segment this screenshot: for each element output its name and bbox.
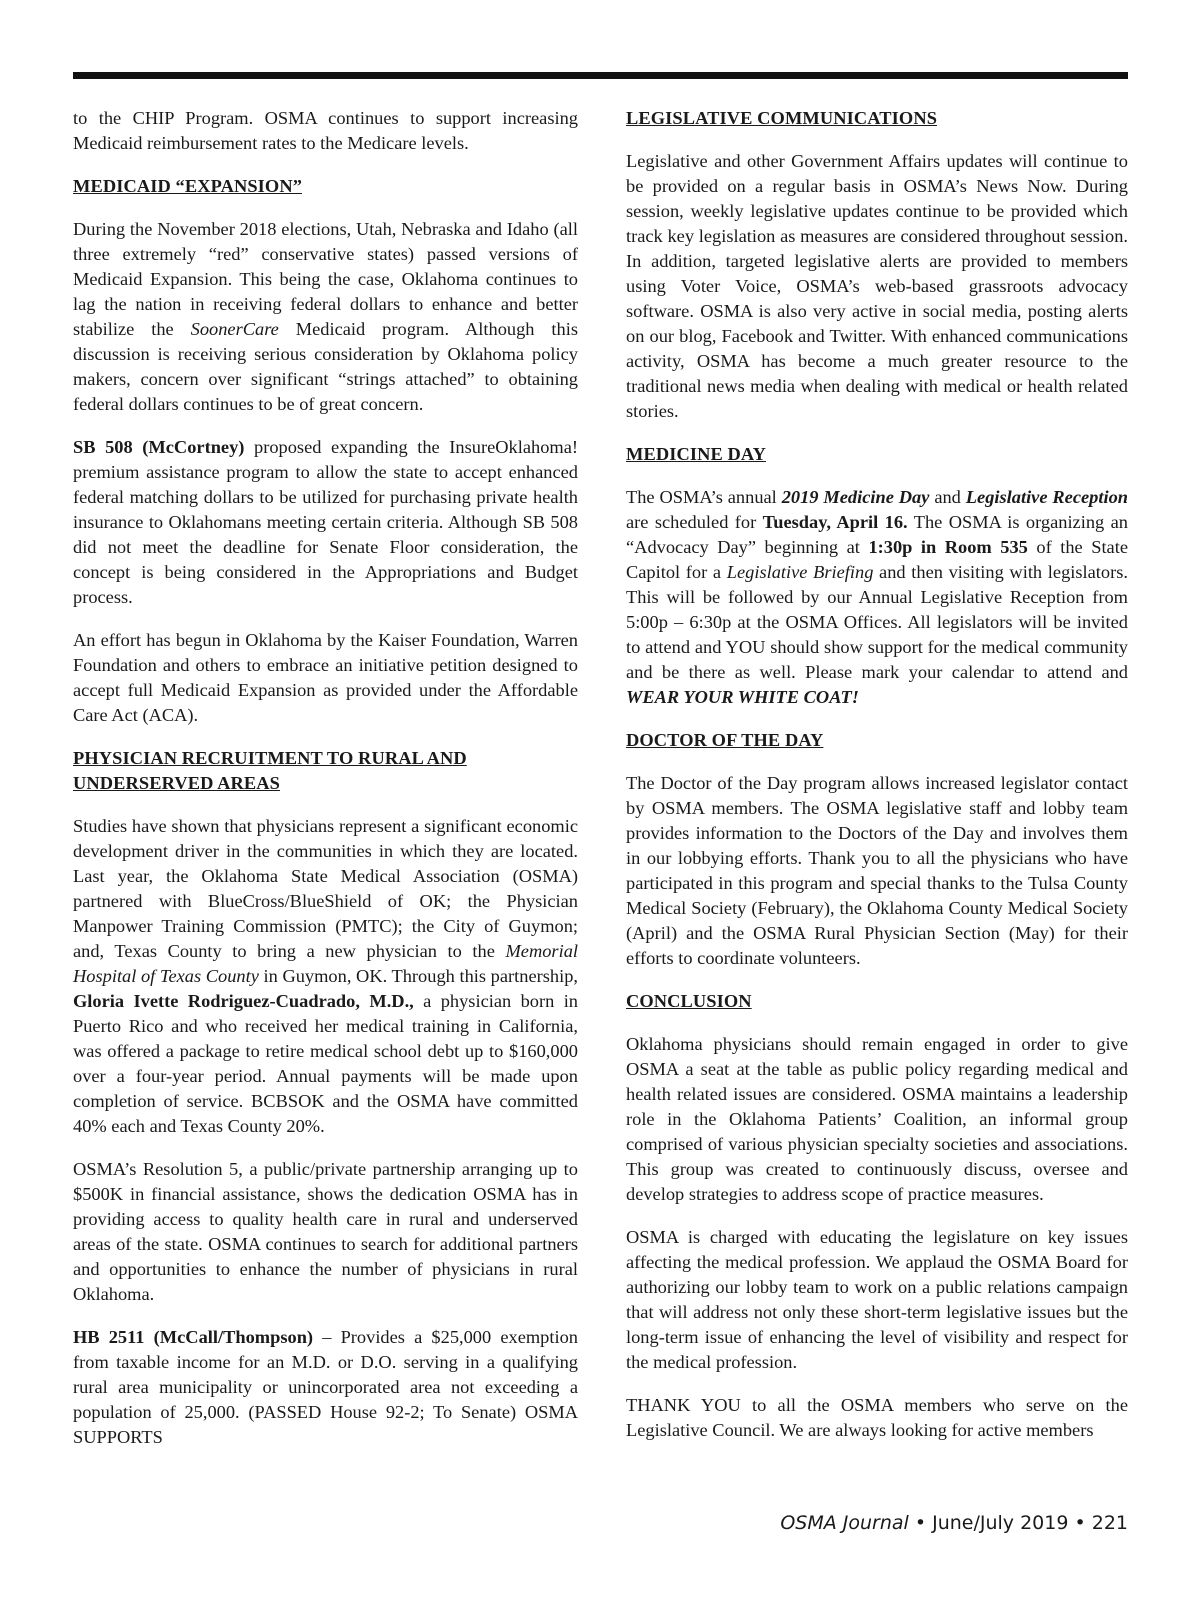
paragraph-kaiser: An effort has begun in Oklahoma by the Kaiser Foundation, Warren Foundation and others to embrace an initiative petition designed to accept full Medicaid Expansion as provided under the Affordable Care Act (ACA).	[73, 630, 578, 725]
paragraph-thank-you: THANK YOU to all the OSMA members who serve on the Legislative Council. We are always looking for active members	[626, 1395, 1128, 1440]
footer-journal-title: OSMA Journal	[780, 1512, 909, 1534]
heading-medicine-day: MEDICINE DAY	[626, 444, 766, 464]
paragraph-medicine-day: The OSMA’s annual 2019 Medicine Day and Legislative Reception are scheduled for Tuesday, April 16. The OSMA is organizing an “Advocacy Day” beginning at 1:30p in Room 535 of the State Capitol for a Legislative Briefing and then visiting with legislators. This will be followed by our Annual Legislative Reception from 5:00p – 6:30p at the OSMA Offices. All legislators will be invited to attend and YOU should show support for the medical community and be there as well. Please mark your calendar to attend and WEAR YOUR WHITE COAT!	[626, 487, 1129, 707]
left-column	[73, 106, 578, 1468]
paragraph-november-elections: During the November 2018 elections, Utah, Nebraska and Idaho (all three extremely “red” conservative states) passed versions of Medicaid Expansion. This being the case, Oklahoma continues to lag the nation in receiving federal dollars to enhance and better stabilize the SoonerCare Medicaid program. Although this discussion is receiving serious consideration by Oklahoma policy makers, concern over significant “strings attached” to obtaining federal dollars continues to be of great concern.	[73, 219, 578, 414]
paragraph-hb2511: HB 2511 (McCall/Thompson) – Provides a $25,000 exemption from taxable income for an M.D. or D.O. serving in a qualifying rural area municipality or unincorporated area not exceeding a population of 25,000. (PASSED House 92-2; To Senate) OSMA SUPPORTS	[73, 1327, 578, 1447]
right-column	[626, 106, 1128, 1461]
footer-issue-date: • June/July 2019 •	[908, 1512, 1092, 1534]
paragraph-legislative-communications: Legislative and other Government Affairs updates will continue to be provided on a regular basis in OSMA’s News Now. During session, weekly legislative updates continue to be provided which track key legislation as measures are considered throughout session. In addition, targeted legislative alerts are provided to members using Voter Voice, OSMA’s web-based grassroots advocacy software. OSMA is also very active in social media, posting alerts on our blog, Facebook and Twitter. With enhanced communications activity, OSMA has become a much greater resource to the traditional news media when dealing with medical or health related stories.	[626, 151, 1128, 421]
paragraph-studies: Studies have shown that physicians represent a significant economic development driver in the communities in which they are located. Last year, the Oklahoma State Medical Association (OSMA) partnered with BlueCross/BlueShield of OK; the Physician Manpower Training Commission (PMTC); the City of Guymon; and, Texas County to bring a new physician to the Memorial Hospital of Texas County in Guymon, OK. Through this partnership, Gloria Ivette Rodriguez-Cuadrado, M.D., a physician born in Puerto Rico and who received her medical training in California, was offered a package to retire medical school debt up to $160,000 over a four-year period. Annual payments will be made upon completion of service. BCBSOK and the OSMA have committed 40% each and Texas County 20%.	[73, 816, 579, 1136]
footer-page-number: 221	[1091, 1512, 1128, 1534]
heading-legislative-communications: LEGISLATIVE COMMUNICATIONS	[626, 108, 938, 128]
paragraph-conclusion-coalition: Oklahoma physicians should remain engaged in order to give OSMA a seat at the table as public policy regarding medical and health related issues are considered. OSMA maintains a leadership role in the Oklahoma Patients’ Coalition, an informal group comprised of various physician specialty societies and associations. This group was created to continuously discuss, oversee and develop strategies to address scope of practice measures.	[626, 1034, 1128, 1204]
paragraph-resolution-5: OSMA’s Resolution 5, a public/private partnership arranging up to $500K in financial assistance, shows the dedication OSMA has in providing access to quality health care in rural and underserved areas of the state. OSMA continues to search for additional partners and opportunities to enhance the number of physicians in rural Oklahoma.	[73, 1159, 578, 1304]
paragraph-sb508: SB 508 (McCortney) proposed expanding the InsureOklahoma! premium assistance program to allow the state to accept enhanced federal matching dollars to be utilized for purchasing private health insurance to Oklahomans meeting certain criteria. Although SB 508 did not meet the deadline for Senate Floor consideration, the concept is being considered in the Appropriations and Budget process.	[73, 437, 578, 607]
paragraph-conclusion-educating: OSMA is charged with educating the legislature on key issues affecting the medical profession. We applaud the OSMA Board for authorizing our lobby team to work on a public relations campaign that will address not only these short-term legislative issues but the long-term issue of enhancing the level of visibility and respect for the medical profession.	[626, 1227, 1128, 1372]
paragraph-doctor-of-the-day: The Doctor of the Day program allows increased legislator contact by OSMA members. The OSMA legislative staff and lobby team provides information to the Doctors of the Day and involves them in our lobbying efforts. Thank you to all the physicians who have participated in this program and special thanks to the Tulsa County Medical Society (February), the Oklahoma County Medical Society (April) and the OSMA Rural Physician Section (May) for their efforts to coordinate volunteers.	[626, 773, 1128, 968]
page-footer	[780, 1512, 1128, 1534]
heading-doctor-of-the-day: DOCTOR OF THE DAY	[626, 730, 824, 750]
paragraph-chip: to the CHIP Program. OSMA continues to support increasing Medicaid reimbursement rates to the Medicare levels.	[73, 108, 578, 153]
heading-conclusion: CONCLUSION	[626, 991, 752, 1011]
heading-physician-recruitment: PHYSICIAN RECRUITMENT TO RURAL AND UNDERSERVED AREAS	[73, 748, 467, 793]
heading-medicaid-expansion: MEDICAID “EXPANSION”	[73, 176, 302, 196]
header-rule	[73, 72, 1128, 79]
